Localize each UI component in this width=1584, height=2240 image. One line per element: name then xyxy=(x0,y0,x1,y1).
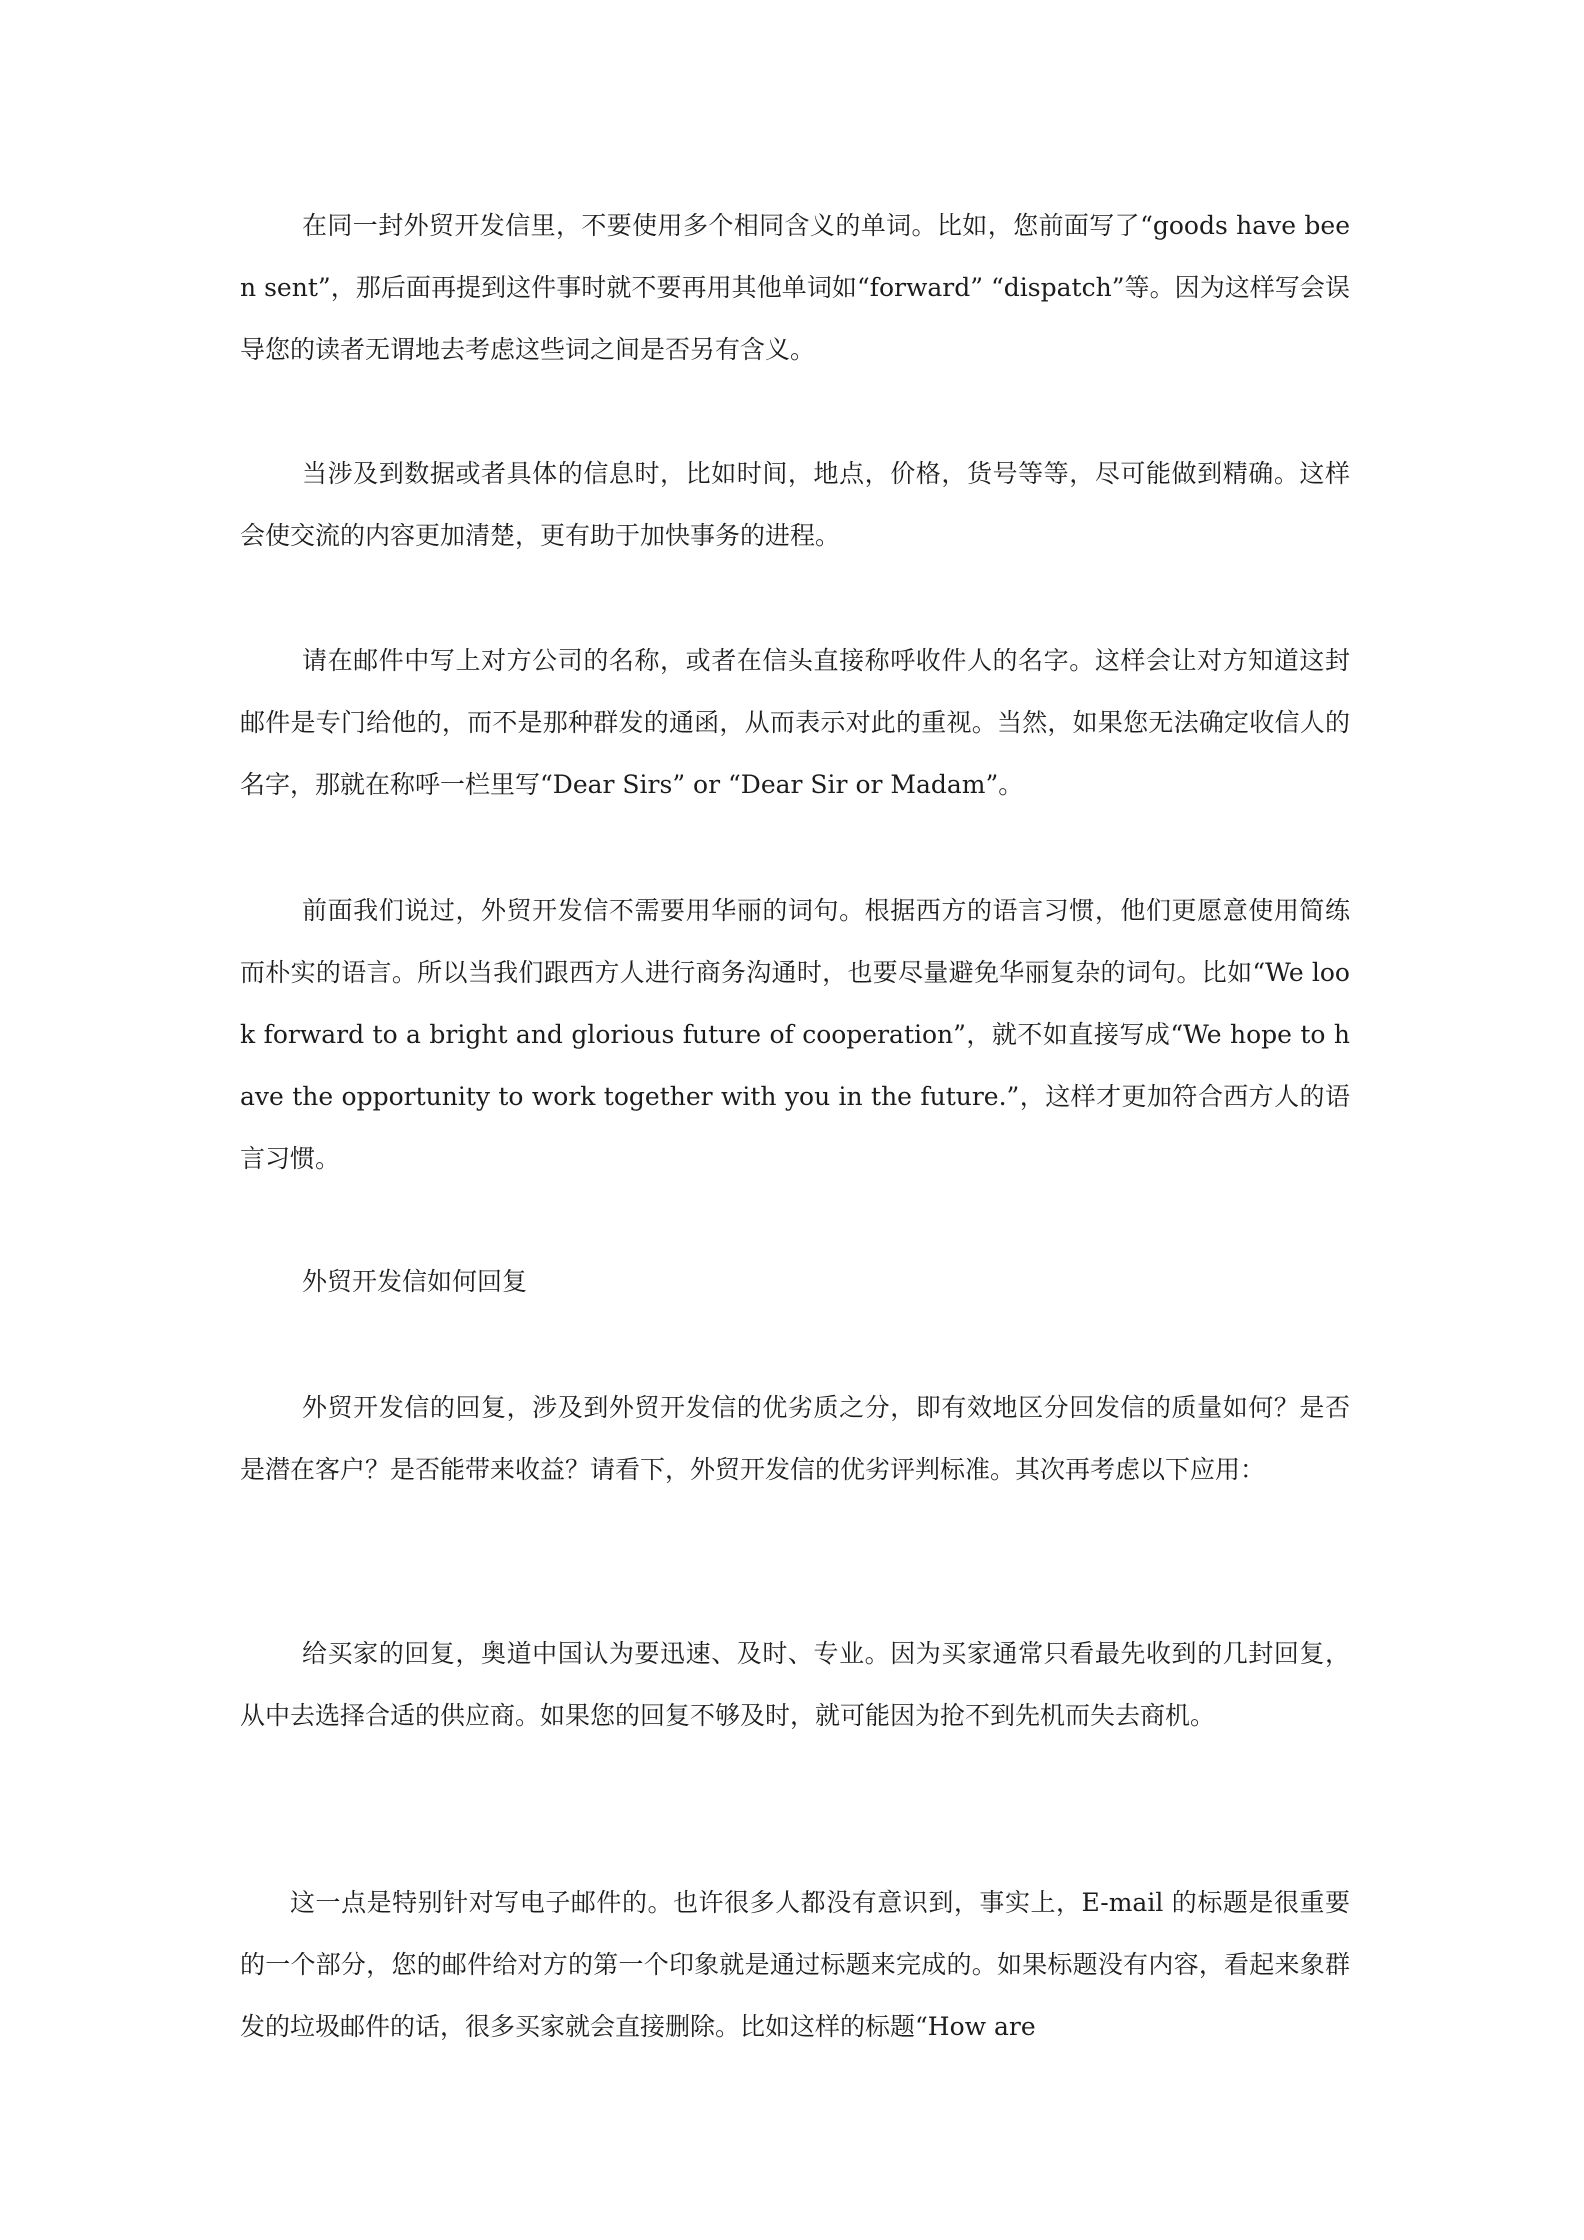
paragraph-reply-speed: 给买家的回复，奥道中国认为要迅速、及时、专业。因为买家通常只看最先收到的几封回复，从中去选择合适的供应商。如果您的回复不够及时，就可能因为抢不到先机而失去商机。 xyxy=(240,1639,1350,1730)
paragraph-duplicate-words: 在同一封外贸开发信里，不要使用多个相同含义的单词。比如，您前面写了“goods have been sent”，那后面再提到这件事时就不要再用其他单词如“forward” “dispatch”等。因为这样写会误导您的读者无谓地去考虑这些词之间是否另有含义。 xyxy=(240,211,1350,364)
paragraph-precise-data: 当涉及到数据或者具体的信息时，比如时间，地点，价格，货号等等，尽可能做到精确。这样会使交流的内容更加清楚，更有助于加快事务的进程。 xyxy=(240,459,1350,550)
paragraph-email-subject: 这一点是特别针对写电子邮件的。也许很多人都没有意识到，事实上，E-mail 的标题是很重要的一个部分，您的邮件给对方的第一个印象就是通过标题来完成的。如果标题没有内容，看起来象群发的垃圾邮件的话，很多买家就会直接删除。比如这样的标题“How are xyxy=(240,1888,1350,2041)
section-heading-reply: 外贸开发信如何回复 xyxy=(302,1267,528,1296)
paragraph-plain-language: 前面我们说过，外贸开发信不需要用华丽的词句。根据西方的语言习惯，他们更愿意使用简练而朴实的语言。所以当我们跟西方人进行商务沟通时，也要尽量避免华丽复杂的词句。比如“We look forward to a bright and glorious future of cooperation”，就不如直接写成“We hope to have the opportunity to work together with you in the future.”，这样才更加符合西方人的语言习惯。 xyxy=(240,896,1350,1173)
paragraph-reply-quality: 外贸开发信的回复，涉及到外贸开发信的优劣质之分，即有效地区分回发信的质量如何？是否是潜在客户？是否能带来收益？请看下，外贸开发信的优劣评判标准。其次再考虑以下应用： xyxy=(240,1393,1350,1484)
paragraph-recipient-name: 请在邮件中写上对方公司的名称，或者在信头直接称呼收件人的名字。这样会让对方知道这封邮件是专门给他的，而不是那种群发的通函，从而表示对此的重视。当然，如果您无法确定收信人的名字，那就在称呼一栏里写“Dear Sirs” or “Dear Sir or Madam”。 xyxy=(240,646,1350,799)
